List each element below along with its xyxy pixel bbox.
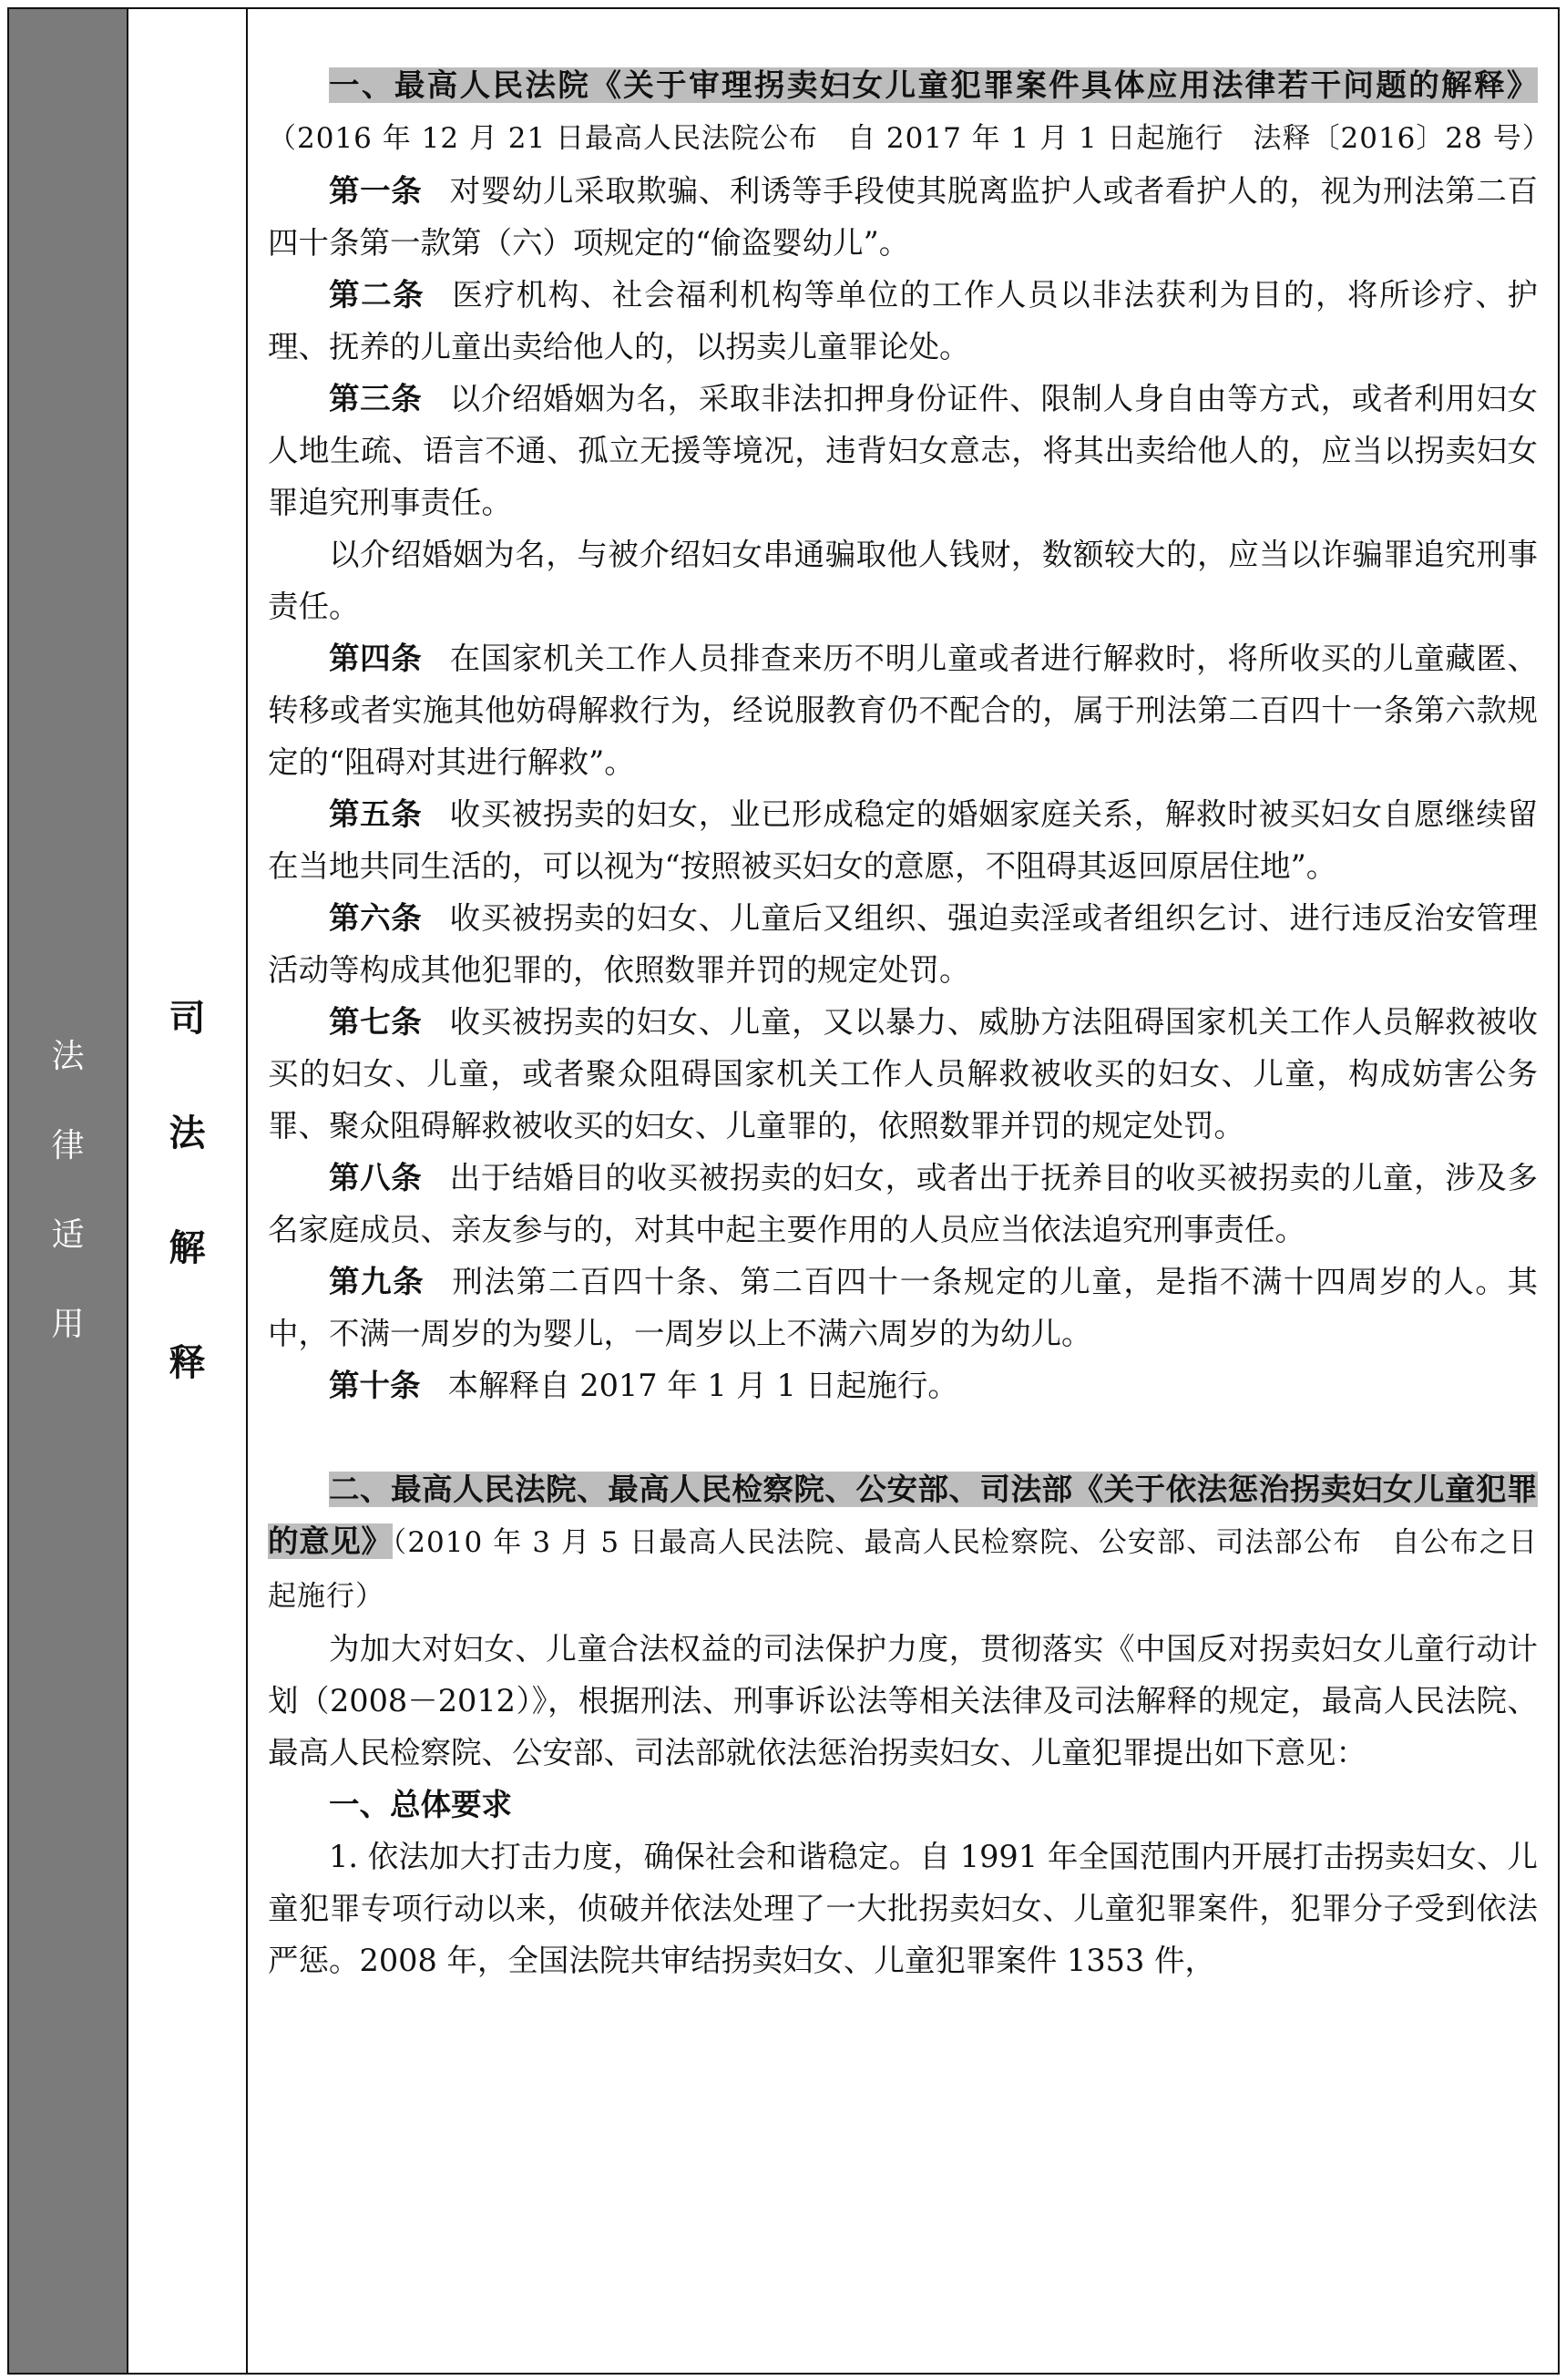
article-text: 在国家机关工作人员排查来历不明儿童或者进行解救时，将所收买的儿童藏匿、转移或者实施其他妨碍解救行为，经说服教育仍不配合的，属于刑法第二百四十一条第六款规定的“阻碍对其进行解救”。 [268,641,1539,780]
subcategory-char: 释 [169,1341,206,1384]
section-1-heading: 一、最高人民法院《关于审理拐卖妇女儿童犯罪案件具体应用法律若干问题的解释》 [329,67,1538,103]
article-label: 第十条 [329,1368,421,1403]
section-2-intro: 为加大对妇女、儿童合法权益的司法保护力度，贯彻落实《中国反对拐卖妇女儿童行动计划（2008－2012）》，根据刑法、刑事诉讼法等相关法律及司法解释的规定，最高人民法院、最高人民检察院、公安部、司法部就依法惩治拐卖妇女、儿童犯罪提出如下意见： [268,1631,1538,1770]
article-paragraph [268,373,1538,528]
section-1-title [268,59,1551,165]
article-text: 出于结婚目的收买被拐卖的妇女，或者出于抚养目的收买被拐卖的儿童，涉及多名家庭成员、亲友参与的，对其中起主要作用的人员应当依法追究刑事责任。 [268,1160,1539,1247]
section-gap [268,1411,1538,1463]
article-text: 本解释自 2017 年 1 月 1 日起施行。 [447,1368,958,1403]
article-label: 第二条 [329,277,425,313]
article-paragraph [268,165,1538,269]
article-text: 收买被拐卖的妇女、儿童后又组织、强迫卖淫或者组织乞讨、进行违反治安管理活动等构成其他犯罪的，依照数罪并罚的规定处罚。 [268,900,1539,988]
article-paragraph [268,788,1538,892]
article-label: 第五条 [329,796,423,832]
article-paragraph [268,528,1538,632]
section-1-meta: （2016 年 12 月 21 日最高人民法院公布 自 2017 年 1 月 1 日起施行 法释〔2016〕28 号） [268,122,1551,155]
category-label [51,1012,84,1370]
article-paragraph [268,1152,1538,1256]
article-paragraph [268,632,1538,788]
section-2-meta: （2010 年 3 月 5 日最高人民法院、最高人民检察院、公安部、司法部公布 自公布之日起施行） [268,1526,1538,1613]
article-text: 对婴幼儿采取欺骗、利诱等手段使其脱离监护人或者看护人的，视为刑法第二百四十条第一款第（六）项规定的“偷盗婴幼儿”。 [268,173,1539,261]
subcategory-char: 司 [169,997,206,1040]
category-column [9,9,128,2373]
subcategory-char: 解 [169,1226,206,1269]
article-label: 第一条 [329,173,423,209]
category-char: 法 [51,1038,85,1075]
article-label: 第七条 [329,1004,423,1040]
article-text: 医疗机构、社会福利机构等单位的工作人员以非法获利为目的，将所诊疗、护理、抚养的儿童出卖给他人的，以拐卖儿童罪论处。 [268,277,1538,364]
article-paragraph [268,1256,1538,1359]
article-label: 第四条 [329,641,423,676]
section-2-subheading: 一、总体要求 [329,1787,512,1822]
article-text: 收买被拐卖的妇女，业已形成稳定的婚姻家庭关系，解救时被买妇女自愿继续留在当地共同生活的，可以视为“按照被买妇女的意愿，不阻碍其返回原居住地”。 [268,796,1539,884]
subcategory-char: 法 [169,1112,206,1154]
article-paragraph [268,892,1538,996]
category-char: 律 [51,1127,85,1164]
article-text: 收买被拐卖的妇女、儿童，又以暴力、威胁方法阻碍国家机关工作人员解救被收买的妇女、儿童，或者聚众阻碍国家机关工作人员解救被收买的妇女、儿童，构成妨害公务罪、聚众阻碍解救被收买的妇女、儿童罪的，依照数罪并罚的规定处罚。 [268,1004,1539,1144]
article-label: 第八条 [329,1160,423,1195]
article-paragraph [268,269,1538,373]
article-paragraph [268,1359,1538,1411]
subcategory-label [169,961,206,1421]
section-2-title [268,1463,1538,1623]
section-2-paragraph-1: 1. 依法加大打击力度，确保社会和谐稳定。自 1991 年全国范围内开展打击拐卖妇女、儿童犯罪专项行动以来，侦破并依法处理了一大批拐卖妇女、儿童犯罪案件，犯罪分子受到依法严惩。2008 年，全国法院共审结拐卖妇女、儿童犯罪案件 1353 件， [268,1839,1538,1978]
category-char: 适 [51,1216,85,1254]
section-2-heading: 二、最高人民法院、最高人民检察院、公安部、司法部《关于依法惩治拐卖妇女儿童犯罪的意见》 [268,1472,1538,1559]
article-text: 以介绍婚姻为名，与被介绍妇女串通骗取他人钱财，数额较大的，应当以诈骗罪追究刑事责任。 [268,537,1538,624]
subcategory-column [128,9,248,2373]
article-paragraph [268,996,1538,1152]
content-column [248,9,1558,2373]
article-label: 第三条 [329,381,423,416]
article-label: 第九条 [329,1264,425,1299]
category-char: 用 [51,1306,85,1343]
article-text: 刑法第二百四十条、第二百四十一条规定的儿童，是指不满十四周岁的人。其中，不满一周岁的为婴儿，一周岁以上不满六周岁的为幼儿。 [268,1264,1538,1351]
article-label: 第六条 [329,900,423,936]
article-text: 以介绍婚姻为名，采取非法扣押身份证件、限制人身自由等方式，或者利用妇女人地生疏、语言不通、孤立无援等境况，违背妇女意志，将其出卖给他人的，应当以拐卖妇女罪追究刑事责任。 [268,381,1539,520]
law-table [7,7,1560,2375]
